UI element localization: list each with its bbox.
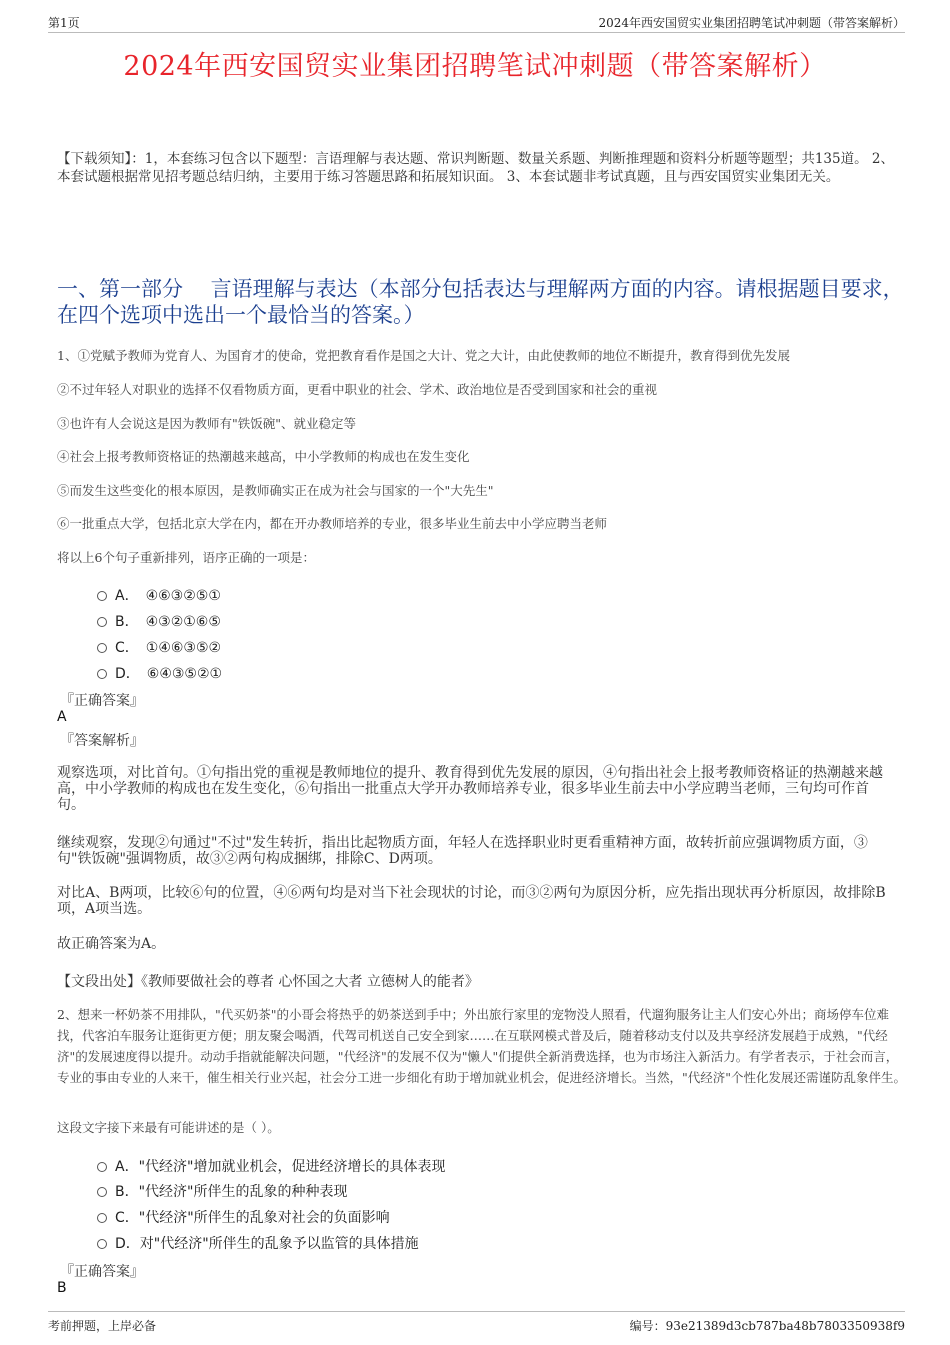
q1-line: 1、①党赋予教师为党育人、为国育才的使命，党把教育看作是国之大计、党之大计，由此使教师的地位不断提升，教育得到优先发展 [57,348,790,363]
radio-icon[interactable] [97,669,107,679]
page-footer [48,1311,905,1333]
q2-text: 2、想来一杯奶茶不用排队，"代买奶茶"的小哥会将热乎的奶茶送到手中；外出旅行家里的宠物没人照看，代遛狗服务让主人们安心外出；商场停车位难找，代客泊车服务让逛街更方便；朋友聚会喝酒，代驾司机送自己安全到家……在互联网模式普及后，随着移动支付以及共享经济发展趋于成熟，"代经济"的发展速度得以提升。动动手指就能解决问题，"代经济"的发展不仅为"懒人"们提供全新消费选择，也为市场注入新活力。有学者表示，于社会而言，专业的事由专业的人来干，催生相关行业兴起，社会分工进一步细化有助于增加就业机会，促进经济增长。当然，"代经济"个性化发展还需谨防乱象伴生。 [57,1007,907,1085]
q1-answer: A [57,709,67,725]
radio-icon[interactable] [97,617,107,627]
q1-line: ②不过年轻人对职业的选择不仅看物质方面，更看中职业的社会、学术、政治地位是否受到国家和社会的重视 [57,382,658,397]
q1-analysis-paragraph: 对比A、B两项，比较⑥句的位置，④⑥两句均是对当下社会现状的讨论，而③②两句为原因分析，应先指出现状再分析原因，故排除B项，A项当选。 [57,885,886,917]
radio-icon[interactable] [97,1162,107,1172]
q1-line: ③也许有人会说这是因为教师有"铁饭碗"、就业稳定等 [57,416,357,431]
q1-option-c[interactable]: C． ①④⑥③⑤② [97,637,221,657]
q1-line: ⑥一批重点大学，包括北京大学在内，都在开办教师培养的专业，很多毕业生前去中小学应聘当老师 [57,516,608,531]
footer-slogan: 考前押题，上岸必备 [48,1319,157,1333]
q1-analysis-paragraph: 观察选项，对比首句。①句指出党的重视是教师地位的提升、教育得到优先发展的原因，④句指出社会上报考教师资格证的热潮越来越高，中小学教师的构成也在发生变化，⑥句指出一批重点大学开办教师培养专业，很多毕业生前去中小学应聘当老师，三句均可作首句。 [57,765,883,813]
q1-answer-label: 『正确答案』 [60,693,144,709]
q1-option-d[interactable]: D． ⑥④③⑤②① [97,663,222,683]
q2-answer: B [57,1280,67,1296]
q2-answer-label: 『正确答案』 [60,1264,144,1280]
download-notice: 【下载须知】：1，本套练习包含以下题型：言语理解与表达题、常识判断题、数量关系题、判断推理题和资料分析题等题型；共135道。 2、本套试题根据常见招考题总结归纳，主要用于练习答题思路和拓展知识面。 3、本套试题非考试真题，且与西安国贸实业集团无关。 [57,151,894,185]
q1-line: ⑤而发生这些变化的根本原因，是教师确实正在成为社会与国家的一个"大先生" [57,483,494,498]
radio-icon[interactable] [97,643,107,653]
q1-analysis-paragraph: 继续观察，发现②句通过"不过"发生转折，指出比起物质方面，年轻人在选择职业时更看重精神方面，故转折前应强调物质方面，③句"铁饭碗"强调物质，故③②两句构成捆绑，排除C、D两项。 [57,835,868,867]
page-header [48,14,905,33]
footer-doc-id: 编号：93e21389d3cb787ba48b7803350938f9 [629,1319,905,1333]
radio-icon[interactable] [97,1213,107,1223]
q2-option-c[interactable]: C．"代经济"所伴生的乱象对社会的负面影响 [97,1207,390,1227]
q2-option-d[interactable]: D．对"代经济"所伴生的乱象予以监管的具体措施 [97,1233,419,1253]
page-number: 第1页 [48,16,80,30]
q1-option-a[interactable]: A． ④⑥③②⑤① [97,585,221,605]
radio-icon[interactable] [97,591,107,601]
radio-icon[interactable] [97,1239,107,1249]
q1-option-b[interactable]: B． ④③②①⑥⑤ [97,611,221,631]
radio-icon[interactable] [97,1187,107,1197]
q1-source: 【文段出处】《教师要做社会的尊者 心怀国之大者 立德树人的能者》 [57,974,479,990]
q1-line: ④社会上报考教师资格证的热潮越来越高，中小学教师的构成也在发生变化 [57,449,470,464]
q2-option-a[interactable]: A．"代经济"增加就业机会，促进经济增长的具体表现 [97,1156,445,1176]
q2-option-b[interactable]: B．"代经济"所伴生的乱象的种种表现 [97,1181,347,1201]
document-title: 2024年西安国贸实业集团招聘笔试冲刺题（带答案解析） [123,51,827,82]
section-heading: 一、第一部分 言语理解与表达（本部分包括表达与理解两方面的内容。请根据题目要求，在四个选项中选出一个最恰当的答案。） [57,277,904,327]
q2-question: 这段文字接下来最有可能讲述的是（ ）。 [57,1120,280,1135]
q1-analysis-paragraph: 故正确答案为A。 [57,936,166,952]
q1-prompt: 将以上6个句子重新排列，语序正确的一项是： [57,550,315,565]
header-doc-title: 2024年西安国贸实业集团招聘笔试冲刺题（带答案解析） [598,16,905,30]
q1-analysis-label: 『答案解析』 [60,733,144,749]
